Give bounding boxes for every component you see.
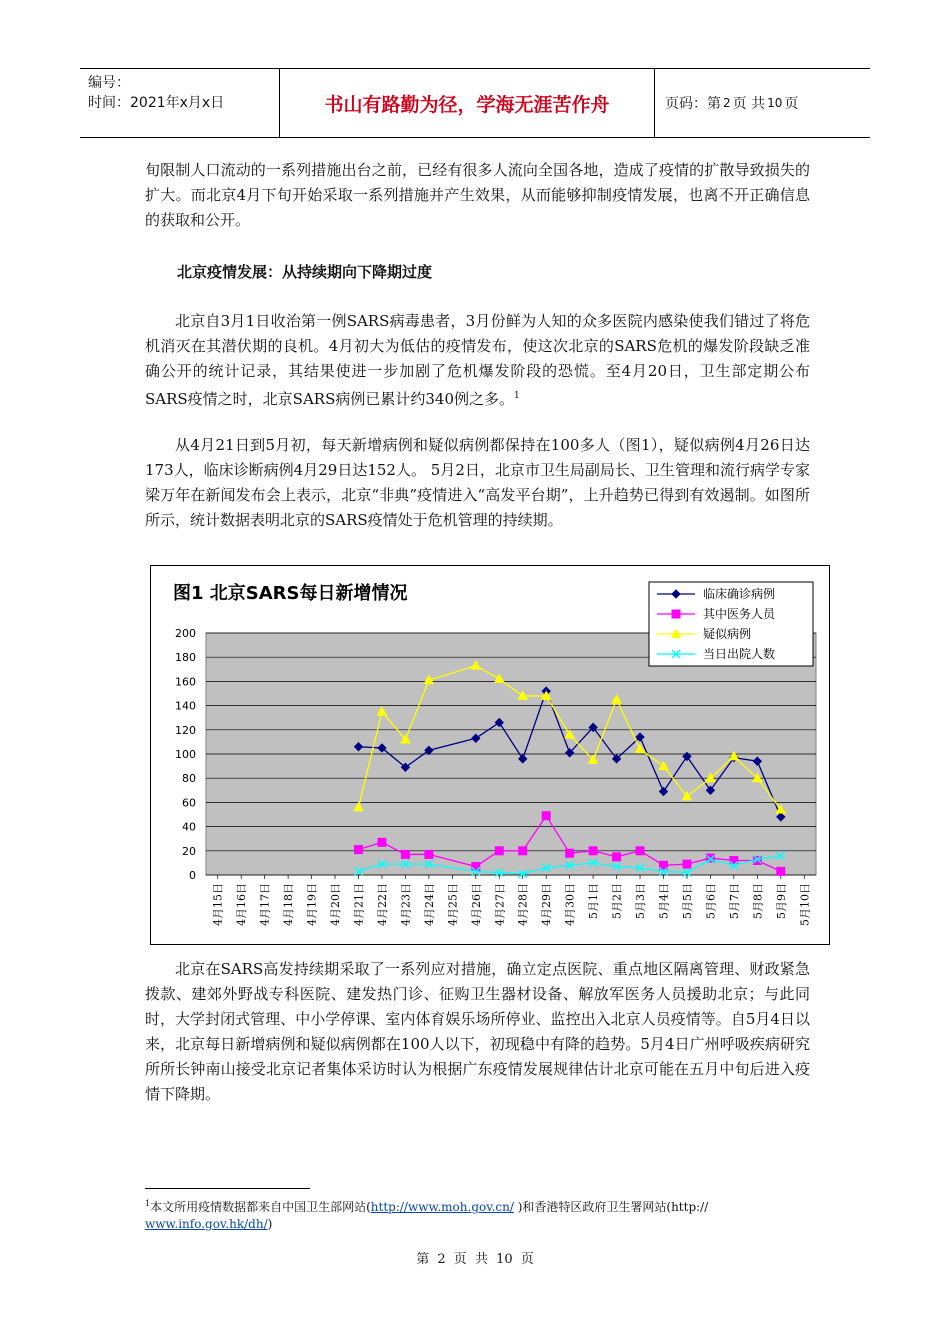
footer-page: 2 [437,1252,446,1267]
marker-medical-staff [378,838,386,846]
marker-medical-staff [613,853,621,861]
marker-medical-staff [777,867,785,875]
chart-canvas [151,566,829,944]
section-heading: 北京疫情发展：从持续期向下降期过度 [177,263,433,281]
legend-label-0: 临床确诊病例 [703,587,776,601]
paragraph-intro: 旬限制人口流动的一系列措施出台之前，已经有很多人流向全国各地，造成了疫情的扩散导致损失的扩大。而北京4月下旬开始采取一系列措施并产生效果，从而能够抑制疫情发展，也离不开正确信息的获取和公开。 [145,161,810,229]
paragraph-1-text: 北京自3月1日收治第一例SARS病毒患者，3月份鲜为人知的众多医院内感染使我们错过了将危机消灭在其潜伏期的良机。4月初大为低估的疫情发布，使这次北京的SARS危机的爆发阶段缺乏准确公开的统计记录，其结果使进一步加剧了危机爆发阶段的恐慌。至4月20日，卫生部定期公布SARS疫情之时，北京SARS病例已累计约340例之多。 [145,312,811,408]
marker-medical-staff [683,860,691,868]
x-tick-label: 4月24日 [422,883,436,926]
x-tick-label: 4月23日 [399,883,413,926]
chart-figure-1 [150,565,830,945]
x-tick-label: 4月18日 [282,883,296,926]
paragraph-2: 从4月21日到5月初，每天新增病例和疑似病例都保持在100多人（图1），疑似病例4月26日达173人，临床诊断病例4月29日达152人。 5月2日，北京市卫生局副局长、卫生管理和流行病学专家梁万年在新闻发布会上表示，北京“非典”疫情进入“高发平台期”，上升趋势已得到有效遏制。如图所所示，统计数据表明北京的SARS疫情处于危机管理的持续期。 [145,436,810,529]
chart-title: 图1 北京SARS每日新增情况 [173,583,408,604]
x-tick-label: 4月20日 [329,883,343,926]
y-tick-label: 20 [182,844,196,858]
footnote-link-moh[interactable]: http://www.moh.gov.cn/ [370,1200,514,1214]
x-tick-label: 5月6日 [704,883,718,919]
header-page-total: 10 [767,96,783,110]
x-tick-label: 5月4日 [657,883,671,919]
y-tick-label: 0 [189,869,196,882]
x-tick-label: 5月8日 [751,883,765,919]
y-tick-label: 100 [175,748,196,761]
x-tick-label: 4月16日 [235,883,249,926]
x-tick-label: 4月21日 [352,883,366,926]
paragraph-1 [145,309,810,412]
x-tick-label: 4月15日 [211,883,225,926]
marker-medical-staff [519,847,527,855]
marker-medical-staff [566,849,574,857]
x-tick-label: 4月17日 [258,883,272,926]
y-tick-label: 140 [175,699,196,713]
y-tick-label: 200 [175,627,196,640]
x-tick-label: 5月5日 [680,883,694,919]
footer-c: 共 [474,1252,488,1267]
marker-medical-staff [589,847,597,855]
header-page-current: 2 [723,96,731,110]
footnote-text-a: 本文所用疫情数据都来自中国卫生部网站( [150,1200,371,1214]
header-page-prefix: 页码：第 [665,96,721,112]
y-tick-label: 180 [175,651,196,665]
legend-label-2: 疑似病例 [703,627,752,641]
footnote-link-info[interactable]: www.info.gov.hk/dh/ [145,1217,268,1231]
x-tick-label: 4月25日 [446,883,460,926]
marker-medical-staff [542,812,550,820]
x-tick-label: 4月27日 [493,883,507,926]
x-tick-label: 5月1日 [587,883,601,919]
legend-label-1: 其中医务人员 [703,607,776,621]
header-page-mid: 页 共 [732,96,766,112]
footnote-text-b: )和香港特区政府卫生署网站(http:// [513,1200,709,1214]
footnote-divider [145,1188,310,1189]
x-tick-label: 5月2日 [610,883,624,919]
footer-b: 页 [453,1252,467,1267]
paragraph-3: 北京在SARS高发持续期采取了一系列应对措施，确立定点医院、重点地区隔离管理、财政紧急拨款、建郊外野战专科医院、建发热门诊、征购卫生器材设备、解放军医务人员援助北京；与此同时，大学封闭式管理、中小学停课、室内体育娱乐场所停业、监控出入北京人员疫情等。自5月4日以来，北京每日新增病例和疑似病例都在100人以下，初现稳中有降的趋势。5月4日广州呼吸疾病研究所所长钟南山接受北京记者集体采访时认为根据广东疫情发展规律估计北京可能在五月中旬后进入疫情下降期。 [145,960,810,1103]
footnote-ref[interactable]: 1 [514,391,520,401]
marker-medical-staff [495,847,503,855]
header-page-suffix: 页 [784,96,799,112]
header-number-label: 编号： [88,75,130,91]
marker-medical-staff [672,610,680,618]
x-tick-label: 5月3日 [634,883,648,919]
marker-medical-staff [636,847,644,855]
x-tick-label: 4月29日 [540,883,554,926]
x-tick-label: 4月30日 [563,883,577,926]
x-tick-label: 4月19日 [305,883,319,926]
x-tick-label: 4月26日 [469,883,483,926]
footnote-text-c: ) [267,1217,273,1231]
x-tick-label: 5月9日 [774,883,788,919]
x-tick-label: 5月7日 [727,883,741,919]
footer-total: 10 [496,1252,513,1267]
header-motto: 书山有路勤为径，学海无涯苦作舟 [280,69,655,137]
header-page-info [655,69,870,137]
header-time-label: 时间：2021年x月x日 [88,95,225,111]
footer-d: 页 [520,1252,534,1267]
y-tick-label: 40 [182,820,196,834]
x-tick-label: 4月22日 [375,883,389,926]
marker-medical-staff [425,850,433,858]
footer-a: 第 [416,1252,430,1267]
y-tick-label: 60 [182,796,196,810]
page-footer [0,1248,950,1267]
marker-medical-staff [401,850,409,858]
footnote [145,1195,810,1233]
x-tick-label: 4月28日 [516,883,530,926]
x-tick-label: 5月10日 [798,883,812,926]
page-header [80,68,870,138]
y-tick-label: 160 [175,675,196,689]
y-tick-label: 80 [182,772,196,786]
header-meta [80,69,280,137]
marker-medical-staff [355,846,363,854]
legend-label-3: 当日出院人数 [703,647,776,661]
y-tick-label: 120 [175,723,196,737]
footnote-mark: 1 [145,1199,151,1208]
